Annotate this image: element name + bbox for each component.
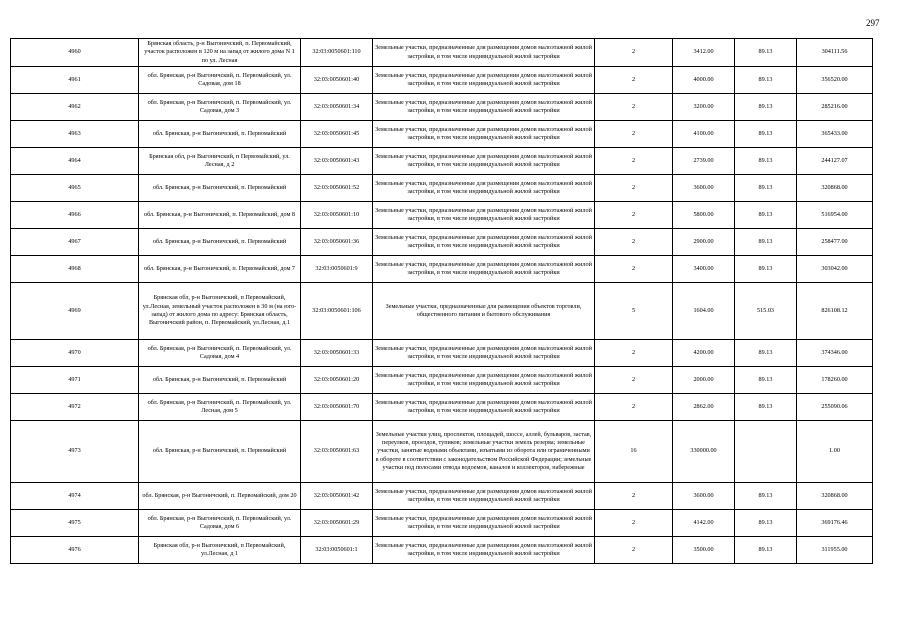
area-cell: 4200.00 [673, 340, 735, 367]
table-row [11, 537, 873, 564]
cadastral-value-cell: 826108.12 [797, 283, 873, 340]
address-cell: обл. Брянская, р-н Выгоничский, п. Первомайский, ул. Садовая, дом 18 [139, 67, 301, 94]
unit-value-cell: 89.13 [735, 148, 797, 175]
area-cell: 4100.00 [673, 121, 735, 148]
cadastral-number-cell: 32:03:0050601:110 [301, 39, 373, 67]
cadastral-value-cell: 1.00 [797, 421, 873, 483]
cadastral-number-cell: 32:03:0050601:40 [301, 67, 373, 94]
land-use-cell: Земельные участки, предназначенные для размещения домов малоэтажной жилой застройки, в том числе индивидуальной жилой застройки [373, 229, 595, 256]
table-row [11, 283, 873, 340]
unit-value-cell: 89.13 [735, 175, 797, 202]
land-use-cell: Земельные участки, предназначенные для размещения домов малоэтажной жилой застройки, в том числе индивидуальной жилой застройки [373, 256, 595, 283]
use-code-cell: 2 [595, 229, 673, 256]
use-code-cell: 2 [595, 148, 673, 175]
address-cell: обл. Брянская, р-н Выгоничский, п. Первомайский [139, 229, 301, 256]
table-row [11, 340, 873, 367]
unit-value-cell: 89.13 [735, 39, 797, 67]
cadastral-number-cell: 32:03:0050601:42 [301, 483, 373, 510]
table-row [11, 394, 873, 421]
table-row [11, 175, 873, 202]
cadastral-register-table [10, 38, 873, 564]
address-cell: обл. Брянская, р-н Выгоничский, п. Первомайский, ул. Садовая, дом 4 [139, 340, 301, 367]
cadastral-value-cell: 244127.07 [797, 148, 873, 175]
row-number: 4965 [11, 175, 139, 202]
row-number: 4973 [11, 421, 139, 483]
row-number: 4972 [11, 394, 139, 421]
cadastral-number-cell: 32:03:0050601:33 [301, 340, 373, 367]
use-code-cell: 2 [595, 367, 673, 394]
address-cell: Брянская обл, р-н Выгоничский, п Первомайский, ул.Лесная, д 1 [139, 537, 301, 564]
area-cell: 330000.00 [673, 421, 735, 483]
cadastral-value-cell: 311955.00 [797, 537, 873, 564]
table-row [11, 202, 873, 229]
row-number: 4960 [11, 39, 139, 67]
row-number: 4975 [11, 510, 139, 537]
cadastral-number-cell: 32:03:0050601:36 [301, 229, 373, 256]
cadastral-value-cell: 255090.06 [797, 394, 873, 421]
cadastral-value-cell: 369176.46 [797, 510, 873, 537]
cadastral-number-cell: 32:03:0050601:29 [301, 510, 373, 537]
area-cell: 1604.00 [673, 283, 735, 340]
row-number: 4970 [11, 340, 139, 367]
cadastral-number-cell: 32:03:0050601:10 [301, 202, 373, 229]
cadastral-value-cell: 365433.00 [797, 121, 873, 148]
cadastral-value-cell: 285216.00 [797, 94, 873, 121]
land-use-cell: Земельные участки, предназначенные для размещения домов малоэтажной жилой застройки, в том числе индивидуальной жилой застройки [373, 94, 595, 121]
row-number: 4967 [11, 229, 139, 256]
row-number: 4969 [11, 283, 139, 340]
cadastral-number-cell: 32:03:0050601:34 [301, 94, 373, 121]
cadastral-number-cell: 32:03:0050601:106 [301, 283, 373, 340]
cadastral-value-cell: 374346.00 [797, 340, 873, 367]
area-cell: 5800.00 [673, 202, 735, 229]
use-code-cell: 2 [595, 39, 673, 67]
use-code-cell: 2 [595, 121, 673, 148]
land-use-cell: Земельные участки, предназначенные для размещения домов малоэтажной жилой застройки, в том числе индивидуальной жилой застройки [373, 340, 595, 367]
table-row [11, 421, 873, 483]
land-use-cell: Земельные участки, предназначенные для размещения домов малоэтажной жилой застройки, в том числе индивидуальной жилой застройки [373, 537, 595, 564]
row-number: 4964 [11, 148, 139, 175]
use-code-cell: 2 [595, 340, 673, 367]
area-cell: 3412.00 [673, 39, 735, 67]
land-use-cell: Земельные участки, предназначенные для размещения домов малоэтажной жилой застройки, в том числе индивидуальной жилой застройки [373, 367, 595, 394]
area-cell: 3600.00 [673, 175, 735, 202]
address-cell: обл. Брянская, р-н Выгоничский, п. Первомайский, ул. Лесная, дом 5 [139, 394, 301, 421]
land-use-cell: Земельные участки, предназначенные для размещения домов малоэтажной жилой застройки, в том числе индивидуальной жилой застройки [373, 510, 595, 537]
cadastral-number-cell: 32:03:0050601:1 [301, 537, 373, 564]
table-row [11, 483, 873, 510]
register-body [11, 39, 873, 564]
cadastral-value-cell: 258477.00 [797, 229, 873, 256]
area-cell: 4142.00 [673, 510, 735, 537]
land-use-cell: Земельные участки, предназначенные для размещения домов малоэтажной жилой застройки, в том числе индивидуальной жилой застройки [373, 39, 595, 67]
land-use-cell: Земельные участки, предназначенные для размещения домов малоэтажной жилой застройки, в том числе индивидуальной жилой застройки [373, 67, 595, 94]
area-cell: 3500.00 [673, 537, 735, 564]
use-code-cell: 2 [595, 394, 673, 421]
table-row [11, 229, 873, 256]
table-row [11, 256, 873, 283]
unit-value-cell: 89.13 [735, 229, 797, 256]
area-cell: 4000.00 [673, 67, 735, 94]
table-row [11, 510, 873, 537]
cadastral-value-cell: 516954.00 [797, 202, 873, 229]
unit-value-cell: 515.03 [735, 283, 797, 340]
row-number: 4966 [11, 202, 139, 229]
row-number: 4963 [11, 121, 139, 148]
address-cell: обл. Брянская, р-н Выгоничский, п. Первомайский [139, 175, 301, 202]
unit-value-cell: 89.13 [735, 202, 797, 229]
unit-value-cell: 89.13 [735, 510, 797, 537]
table-row [11, 367, 873, 394]
unit-value-cell: 89.13 [735, 340, 797, 367]
unit-value-cell [735, 421, 797, 483]
use-code-cell: 2 [595, 537, 673, 564]
row-number: 4974 [11, 483, 139, 510]
use-code-cell: 5 [595, 283, 673, 340]
cadastral-value-cell: 303042.00 [797, 256, 873, 283]
row-number: 4968 [11, 256, 139, 283]
cadastral-number-cell: 32:03:0050601:52 [301, 175, 373, 202]
area-cell: 3200.00 [673, 94, 735, 121]
cadastral-number-cell: 32:03:0050601:43 [301, 148, 373, 175]
use-code-cell: 2 [595, 510, 673, 537]
unit-value-cell: 89.13 [735, 394, 797, 421]
address-cell: Брянская область, р-н Выгоничский, п. Первомайский, участок расположен в 120 м на запад от жилого дома N 1 по ул. Лесная [139, 39, 301, 67]
address-cell: обл. Брянская, р-н Выгоничский, п. Первомайский, дом 20 [139, 483, 301, 510]
unit-value-cell: 89.13 [735, 67, 797, 94]
address-cell: обл. Брянская, р-н Выгоничский, п. Первомайский [139, 121, 301, 148]
cadastral-number-cell: 32:03:0050601:70 [301, 394, 373, 421]
table-row [11, 39, 873, 67]
cadastral-number-cell: 32:03:0050601:45 [301, 121, 373, 148]
cadastral-number-cell: 32:03:0050601:20 [301, 367, 373, 394]
use-code-cell: 2 [595, 175, 673, 202]
unit-value-cell: 89.13 [735, 121, 797, 148]
address-cell: обл. Брянская, р-н Выгоничский, п. Первомайский, дом 7 [139, 256, 301, 283]
cadastral-value-cell: 320868.00 [797, 483, 873, 510]
area-cell: 2000.00 [673, 367, 735, 394]
land-use-cell: Земельные участки, предназначенные для размещения домов малоэтажной жилой застройки, в том числе индивидуальной жилой застройки [373, 121, 595, 148]
cadastral-value-cell: 178260.00 [797, 367, 873, 394]
area-cell: 2900.00 [673, 229, 735, 256]
use-code-cell: 2 [595, 202, 673, 229]
table-row [11, 94, 873, 121]
use-code-cell: 2 [595, 256, 673, 283]
table-row [11, 121, 873, 148]
cadastral-value-cell: 320868.00 [797, 175, 873, 202]
land-use-cell: Земельные участки, предназначенные для размещения домов малоэтажной жилой застройки, в том числе индивидуальной жилой застройки [373, 175, 595, 202]
table-row [11, 148, 873, 175]
row-number: 4962 [11, 94, 139, 121]
area-cell: 3400.00 [673, 256, 735, 283]
cadastral-number-cell: 32:03:0050601:63 [301, 421, 373, 483]
use-code-cell: 16 [595, 421, 673, 483]
land-use-cell: Земельные участки, предназначенные для размещения домов малоэтажной жилой застройки, в том числе индивидуальной жилой застройки [373, 394, 595, 421]
land-use-cell: Земельные участки, предназначенные для размещения домов малоэтажной жилой застройки, в том числе индивидуальной жилой застройки [373, 148, 595, 175]
use-code-cell: 2 [595, 483, 673, 510]
address-cell: обл. Брянская, р-н Выгоничский, п. Первомайский, дом 8 [139, 202, 301, 229]
address-cell: обл. Брянская, р-н Выгоничский, п. Первомайский [139, 421, 301, 483]
cadastral-value-cell: 356520.00 [797, 67, 873, 94]
unit-value-cell: 89.13 [735, 94, 797, 121]
cadastral-number-cell: 32:03:0050601:9 [301, 256, 373, 283]
address-cell: обл. Брянская, р-н Выгоничский, п. Первомайский, ул. Садовая, дом 3 [139, 94, 301, 121]
use-code-cell: 2 [595, 94, 673, 121]
land-use-cell: Земельные участки, предназначенные для размещения домов малоэтажной жилой застройки, в том числе индивидуальной жилой застройки [373, 202, 595, 229]
land-use-cell: Земельные участки, предназначенные для размещения объектов торговли, общественного питания и бытового обслуживания [373, 283, 595, 340]
land-use-cell: Земельные участки, предназначенные для размещения домов малоэтажной жилой застройки, в том числе индивидуальной жилой застройки [373, 483, 595, 510]
area-cell: 2739.00 [673, 148, 735, 175]
address-cell: Брянская обл, р-н Выгоничский, п Первомайский, ул.Лесная, земельный участок расположен в 30 м (на юго-запад) от жилого дома по адресу: Брянская область, Выгоничский район, п. Первомайский, ул.Лесная, д.1 [139, 283, 301, 340]
address-cell: обл. Брянская, р-н Выгоничский, п. Первомайский [139, 367, 301, 394]
row-number: 4971 [11, 367, 139, 394]
area-cell: 2862.00 [673, 394, 735, 421]
row-number: 4961 [11, 67, 139, 94]
address-cell: Брянская обл, р-н Выгоничский, п Первомайский, ул. Лесная, д 2 [139, 148, 301, 175]
row-number: 4976 [11, 537, 139, 564]
address-cell: обл. Брянская, р-н Выгоничский, п. Первомайский, ул. Садовая, дом 6 [139, 510, 301, 537]
unit-value-cell: 89.13 [735, 367, 797, 394]
land-use-cell: Земельные участки улиц, проспектов, площадей, шоссе, аллей, бульваров, застав, переулков, проездов, тупиков; земельные участки земель резерва; земельные участки, занятые водными объектами, изъятыми из оборота или ограниченными в обороте в соответствии с законодательством Российской Федерации; земельные участки под полосами отвода водоемов, каналов и коллекторов, набережные [373, 421, 595, 483]
area-cell: 3600.00 [673, 483, 735, 510]
table-row [11, 67, 873, 94]
unit-value-cell: 89.13 [735, 483, 797, 510]
use-code-cell: 2 [595, 67, 673, 94]
unit-value-cell: 89.13 [735, 256, 797, 283]
page-number: 297 [866, 18, 880, 28]
unit-value-cell: 89.13 [735, 537, 797, 564]
cadastral-value-cell: 304111.56 [797, 39, 873, 67]
